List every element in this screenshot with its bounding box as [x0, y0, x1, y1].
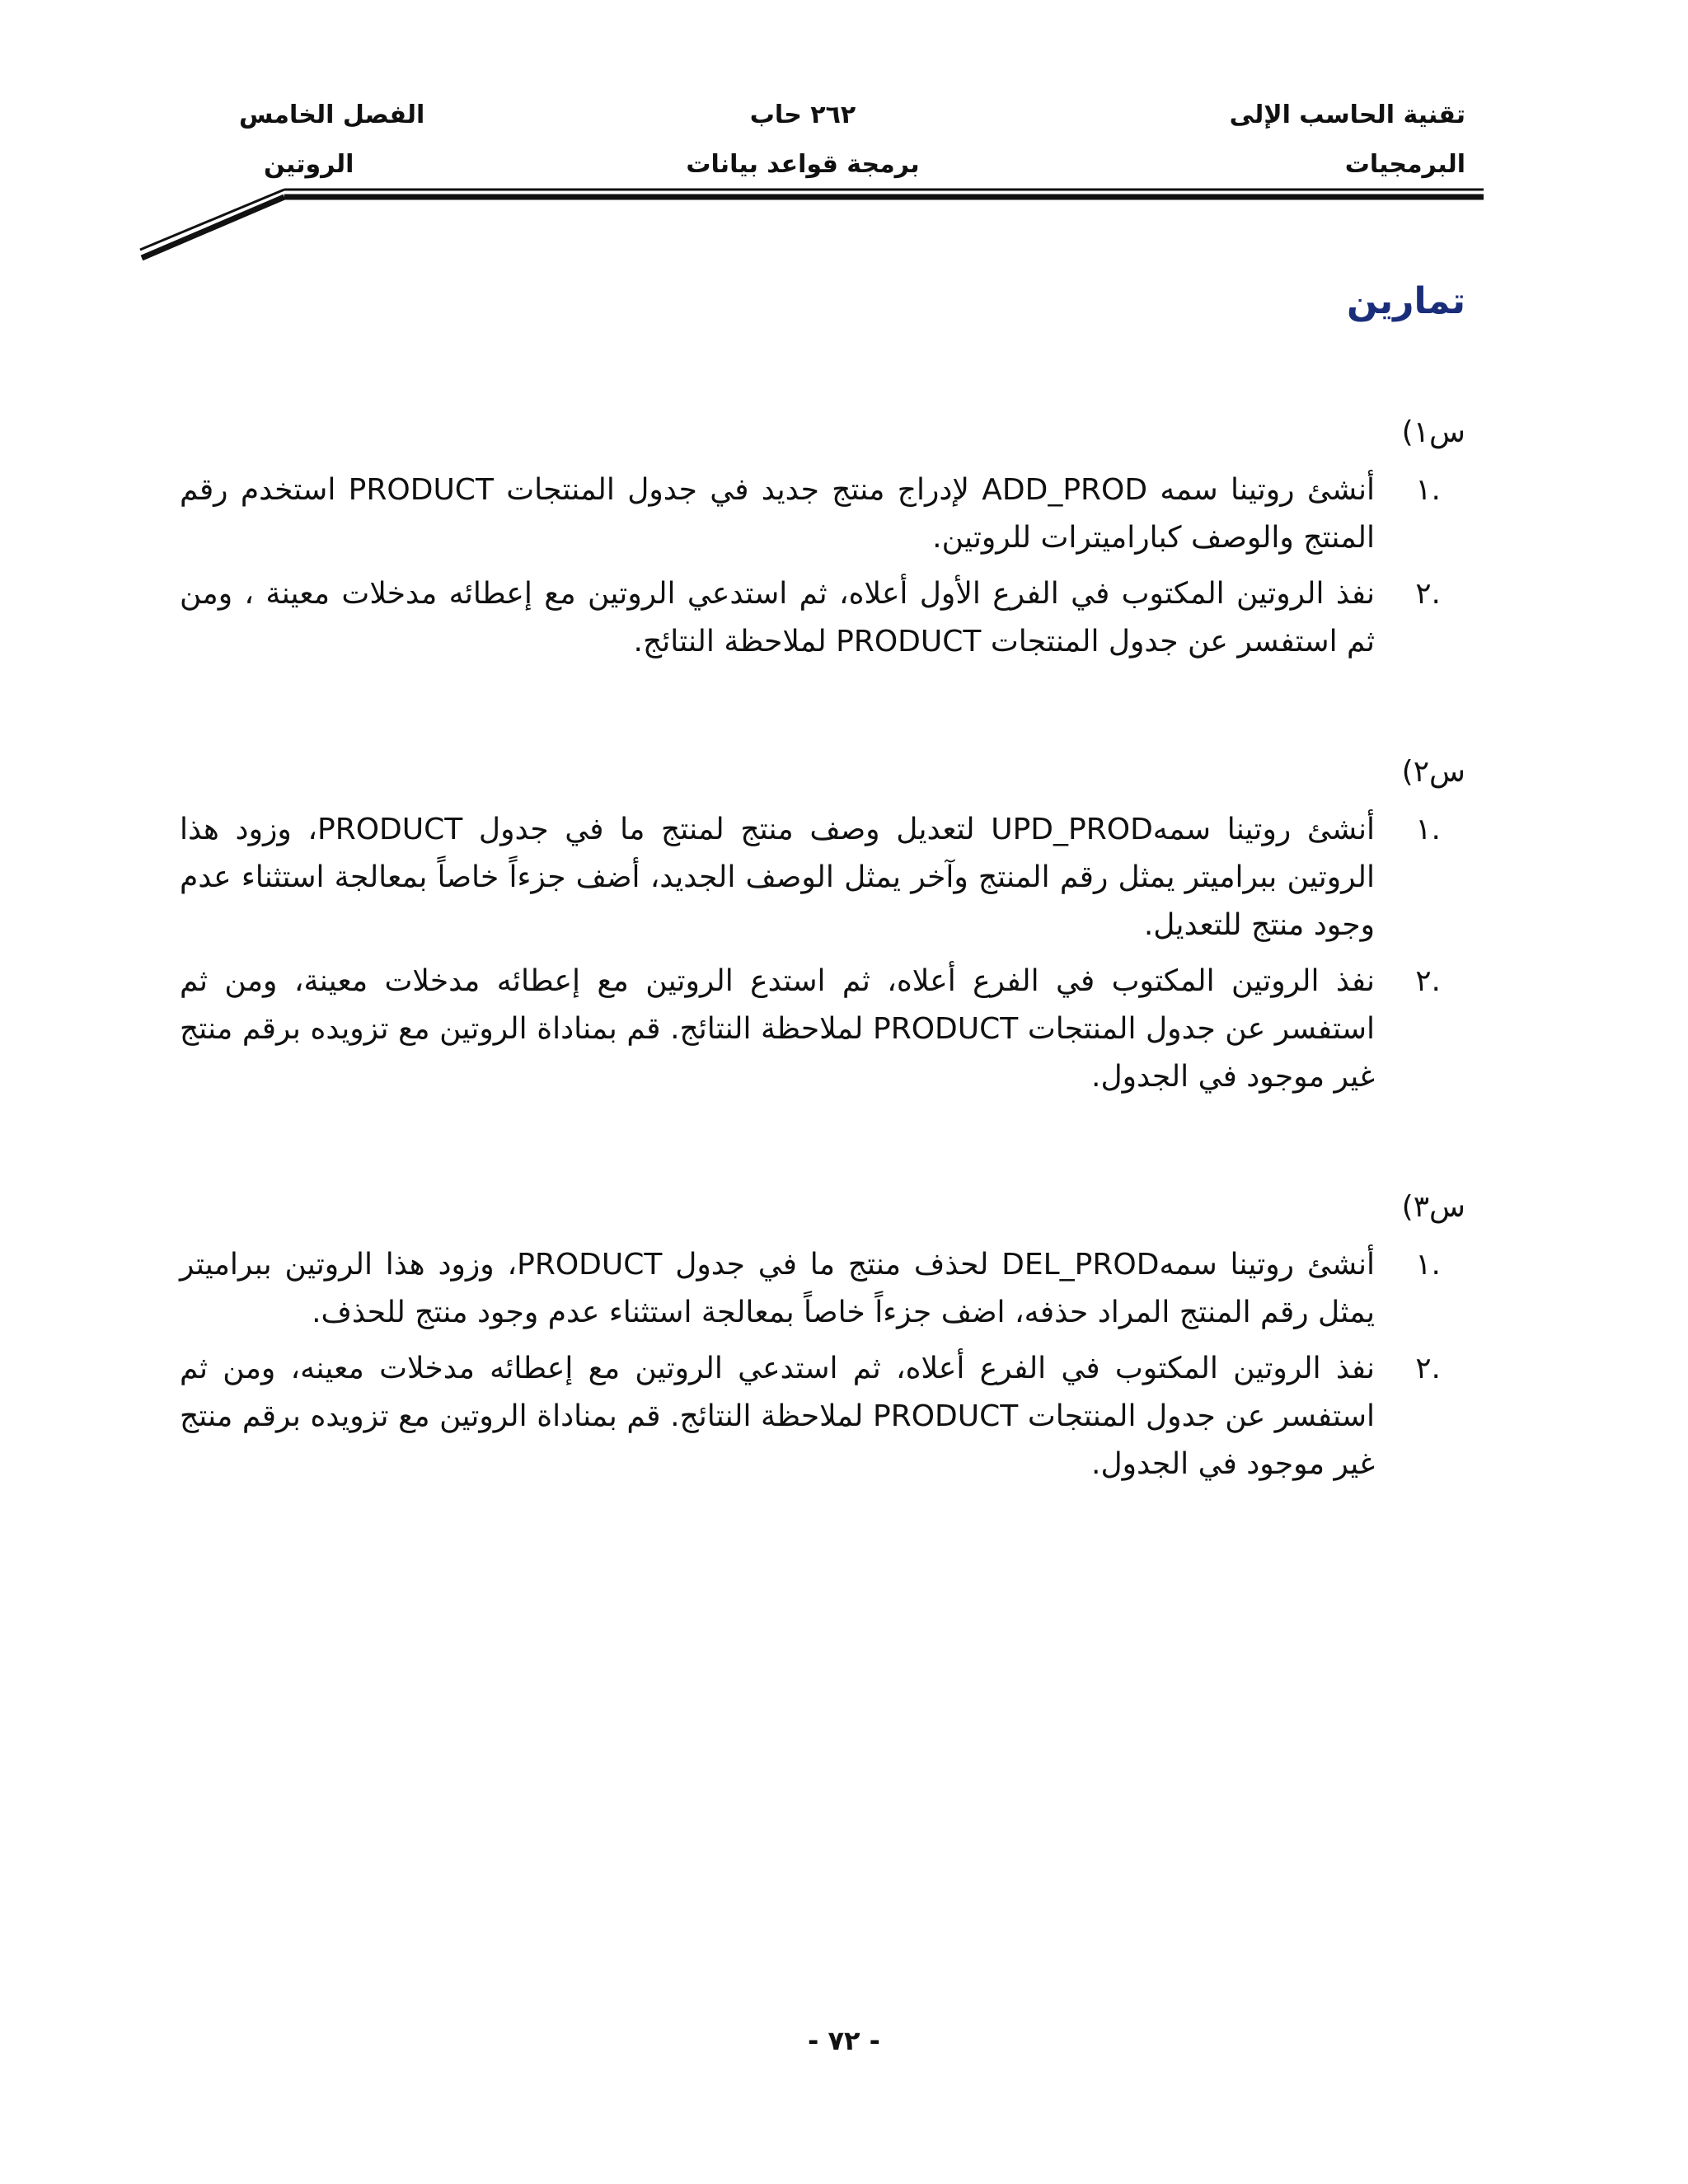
item-number: .١ [1415, 1248, 1441, 1282]
item-text: نفذ الروتين المكتوب في الفرع الأول أعلاه، ثم استدعي الروتين مع إعطائه مدخلات معينة ، ومن ثم استفسر عن جدول المنتجات PRODUCT لملاحظة النتائج. [180, 577, 1375, 658]
question-items [180, 806, 1465, 1101]
header-track: تقنية الحاسب الإلى [1229, 101, 1465, 129]
header-course-title: برمجة قواعد بيانات [686, 150, 920, 179]
question-label: س٣) [1401, 1190, 1465, 1224]
question-items [180, 466, 1465, 666]
page-title: تمارين [1347, 280, 1465, 322]
item-number: .٢ [1415, 577, 1441, 611]
list-item [180, 1241, 1465, 1337]
question-label: س٢) [1401, 755, 1465, 789]
page-number: - ٧٢ - [808, 2025, 880, 2056]
question-1 [180, 412, 1465, 666]
header-chapter-title: الروتين [264, 150, 354, 179]
list-item [180, 1345, 1465, 1488]
list-item [180, 570, 1465, 666]
item-number: .١ [1415, 473, 1441, 507]
item-number: .٢ [1415, 1352, 1441, 1385]
item-number: .٢ [1415, 964, 1441, 998]
item-text: نفذ الروتين المكتوب في الفرع أعلاه، ثم استدعي الروتين مع إعطائه مدخلات معينه، ومن ثم استفسر عن جدول المنتجات PRODUCT لملاحظة النتائج. قم بمناداة الروتين مع تزويده برقم منتج غير موجود في الجدول. [180, 1352, 1375, 1481]
item-text: أنشئ روتينا سمهDEL_PROD لحذف منتج ما في جدول PRODUCT، وزود هذا الروتين ببراميتر يمثل رقم المنتج المراد حذفه، اضف جزءاً خاصاً بمعالجة استثناء عدم وجود منتج للحذف. [180, 1248, 1375, 1329]
item-text: أنشئ روتينا سمهUPD_PROD لتعديل وصف منتج لمنتج ما في جدول PRODUCT، وزود هذا الروتين ببراميتر يمثل رقم المنتج وآخر يمثل الوصف الجديد، أضف جزءاً خاصاً بمعالجة استثناء عدم وجود منتج للتعديل. [180, 813, 1376, 942]
item-number: .١ [1415, 813, 1441, 846]
list-item [180, 806, 1465, 949]
question-2 [180, 752, 1465, 1101]
question-label: س١) [1401, 415, 1465, 449]
item-text: أنشئ روتينا سمه ADD_PROD لإدراج منتج جديد في جدول المنتجات PRODUCT استخدم رقم المنتج والوصف كباراميترات للروتين. [180, 473, 1375, 555]
header-specialty: البرمجيات [1344, 150, 1465, 179]
exercises [180, 412, 1465, 1574]
question-items [180, 1241, 1465, 1488]
header-divider [132, 185, 1484, 268]
list-item [180, 958, 1465, 1101]
item-text: نفذ الروتين المكتوب في الفرع أعلاه، ثم استدع الروتين مع إعطائه مدخلات معينة، ومن ثم استفسر عن جدول المنتجات PRODUCT لملاحظة النتائج. قم بمناداة الروتين مع تزويده برقم منتج غير موجود في الجدول. [180, 964, 1375, 1094]
header-chapter: الفصل الخامس [239, 101, 425, 129]
header-course-code: ٢٦٢ حاب [749, 101, 856, 129]
list-item [180, 466, 1465, 562]
question-3 [180, 1187, 1465, 1488]
